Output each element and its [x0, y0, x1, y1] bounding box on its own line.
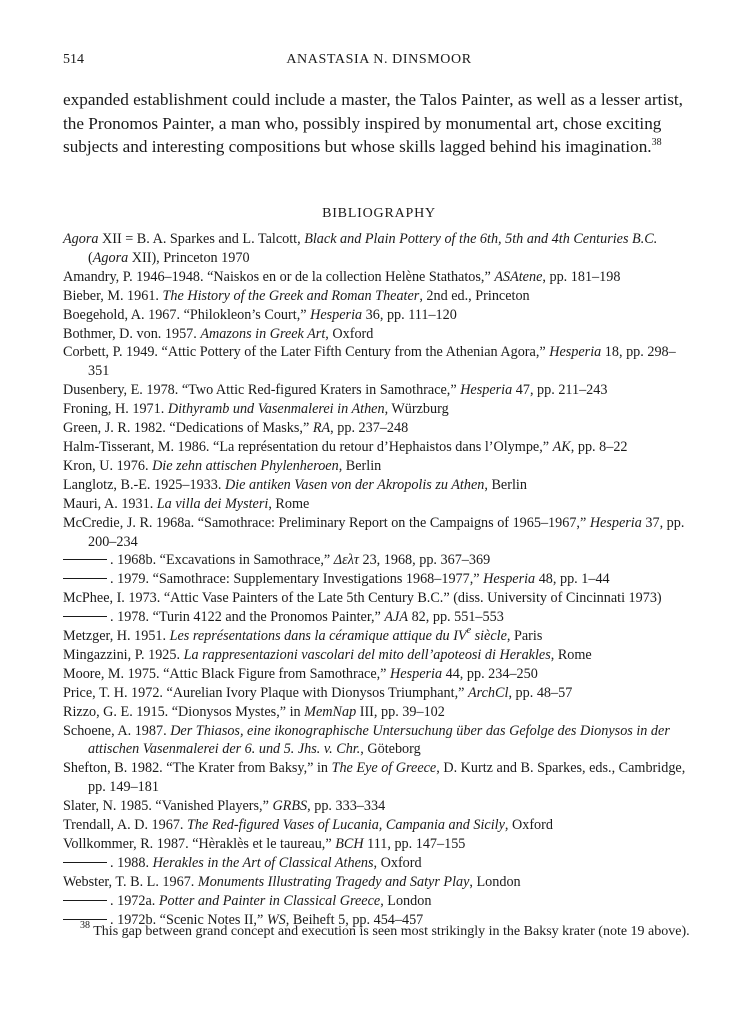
bibliography-entry — [63, 627, 695, 646]
entry-title-text: Agora — [63, 231, 99, 247]
bibliography-entry — [63, 476, 695, 495]
entry-text: Shefton, B. 1982. “The Krater from Baksy,” in — [63, 760, 332, 777]
entry-text: 44, pp. 234–250 — [442, 665, 538, 682]
entry-text: , pp. 8–22 — [570, 438, 628, 455]
body-line — [63, 135, 695, 159]
entry-title-text: Hesperia — [310, 306, 363, 323]
entry-title-text: ArchCl — [467, 684, 509, 701]
bibliography-entry — [63, 551, 695, 570]
entry-title-text: siècle — [471, 628, 507, 645]
entry-text: III, pp. 39–102 — [356, 703, 445, 720]
bibliography-entry — [63, 325, 695, 344]
entry-text: 111, pp. 147–155 — [363, 836, 466, 852]
bibliography-entry — [63, 268, 695, 287]
entry-title-text: GRBS — [272, 798, 308, 815]
entry-text: 18, pp. 298–351 — [88, 344, 676, 380]
bibliography-list — [63, 230, 695, 930]
bibliography-entry — [63, 665, 695, 684]
entry-title-text: e — [466, 625, 472, 637]
entry-text: , London — [380, 892, 432, 909]
footnote-reference[interactable]: 38 — [651, 137, 662, 148]
entry-title-text: Black and Plain Pottery of the 6th, 5th and 4th Centuries B.C. — [304, 231, 658, 247]
entry-text: . 1988. — [110, 854, 153, 871]
entry-text: McPhee, I. 1973. “Attic Vase Painters of the Late 5th Century B.C.” (diss. University of Cincinnati 1973) — [63, 590, 662, 607]
entry-title-text: Potter and Painter in Classical Greece — [158, 892, 381, 909]
bibliography-entry — [63, 835, 695, 854]
entry-title-text: WS — [266, 911, 286, 928]
entry-text: . 1978. “Turin 4122 and the Pronomos Painter,” — [110, 609, 385, 626]
entry-title-text: The History of the Greek and Roman Theater — [162, 287, 420, 304]
entry-title-text: BCH — [335, 836, 364, 852]
entry-text: Amandry, P. 1946–1948. “Naiskos en or de la collection Helène Stathatos,” — [63, 268, 495, 285]
entry-text: , pp. 48–57 — [508, 684, 573, 701]
entry-title-text: ASAtene — [494, 268, 543, 285]
body-line-text: subjects and interesting compositions but whose skills lagged behind his imagination. — [63, 137, 652, 156]
body-paragraph — [63, 88, 695, 159]
entry-text: 48, pp. 1–44 — [535, 571, 610, 588]
ditto-dash — [63, 862, 107, 863]
entry-text: , Paris — [506, 628, 543, 645]
bibliography-entry — [63, 457, 695, 476]
entry-text: Froning, H. 1971. — [63, 401, 168, 418]
entry-text: Mauri, A. 1931. — [63, 495, 157, 512]
entry-title-text: The Red-figured Vases of Lucania, Campania and Sicily — [187, 817, 505, 834]
entry-text: , Oxford — [373, 854, 422, 871]
entry-title-text: The Eye of Greece — [331, 760, 437, 777]
entry-text: , Rome — [268, 495, 310, 512]
bibliography-entry — [63, 816, 695, 835]
entry-title-text: La villa dei Mysteri — [156, 495, 269, 512]
entry-title-text: Der Thiasos, eine ikonographische Untersuchung über das Gefolge des Dionysos in der attischen Vasenmalerei der 6. und 5. Jhs. v. Chr. — [88, 722, 670, 758]
entry-text: Moore, M. 1975. “Attic Black Figure from Samothrace,” — [63, 665, 391, 682]
entry-title-text: Amazons in Greek Art — [200, 325, 326, 342]
entry-text: , Oxford — [325, 325, 374, 342]
entry-text: ( — [88, 249, 93, 266]
entry-text: Vollkommer, R. 1987. “Hèraklès et le taureau,” — [63, 836, 336, 852]
entry-text: , Würzburg — [384, 401, 449, 418]
bibliography-entry — [63, 589, 695, 608]
entry-text: . 1968b. “Excavations in Samothrace,” — [110, 552, 334, 569]
entry-text: , Rome — [550, 646, 592, 663]
entry-title-text: Herakles in the Art of Classical Athens — [152, 854, 374, 871]
entry-text: Corbett, P. 1949. “Attic Pottery of the Later Fifth Century from the Athenian Agora,” — [63, 344, 550, 361]
entry-text: 37, pp. 200–234 — [88, 514, 685, 550]
bibliography-entry — [63, 343, 695, 381]
entry-text: , Berlin — [484, 476, 527, 493]
bibliography-entry — [63, 495, 695, 514]
page-number: 514 — [63, 52, 84, 67]
entry-title-text: MemNap — [304, 703, 357, 720]
bibliography-entry — [63, 438, 695, 457]
entry-text: Mingazzini, P. 1925. — [63, 646, 184, 663]
bibliography-entry — [63, 381, 695, 400]
entry-text: Schoene, A. 1987. — [63, 722, 171, 739]
entry-text: , pp. 181–198 — [542, 268, 621, 285]
bibliography-entry — [63, 287, 695, 306]
entry-title-text: Hesperia — [483, 571, 536, 588]
page-header — [63, 52, 695, 72]
entry-text: Green, J. R. 1982. “Dedications of Masks,” — [63, 420, 313, 437]
bibliography-entry — [63, 703, 695, 722]
ditto-dash — [63, 559, 107, 560]
entry-text: Bieber, M. 1961. — [63, 287, 163, 304]
bibliography-entry — [63, 759, 695, 797]
entry-text: 23, 1968, pp. 367–369 — [358, 552, 491, 569]
entry-title-text: Hesperia — [460, 382, 513, 399]
bibliography-entry — [63, 684, 695, 703]
bibliography-entry — [63, 797, 695, 816]
entry-text: Kron, U. 1976. — [63, 457, 153, 474]
bibliography-entry — [63, 608, 695, 627]
entry-text: , Berlin — [338, 457, 382, 474]
entry-text: McCredie, J. R. 1968a. “Samothrace: Preliminary Report on the Campaigns of 1965–1967,” — [63, 514, 590, 531]
entry-title-text: Monuments Illustrating Tragedy and Satyr Play — [197, 873, 470, 890]
body-line: expanded establishment could include a master, the Talos Painter, as well as a lesser artist, — [63, 90, 683, 109]
entry-title-text: Hesperia — [390, 665, 443, 682]
entry-text: XII), Princeton 1970 — [128, 249, 250, 266]
bibliography-entry — [63, 646, 695, 665]
entry-text: Trendall, A. D. 1967. — [63, 817, 188, 834]
bibliography-entry — [63, 230, 695, 268]
footnote — [80, 920, 700, 940]
entry-text: , pp. 333–334 — [307, 798, 386, 815]
bibliography-entry — [63, 306, 695, 325]
body-line: the Pronomos Painter, a man who, possibly inspired by monumental art, chose exciting — [63, 113, 662, 133]
entry-title-text: Agora — [92, 249, 129, 266]
entry-text: Rizzo, G. E. 1915. “Dionysos Mystes,” in — [63, 703, 305, 720]
entry-text: Price, T. H. 1972. “Aurelian Ivory Plaque with Dionysos Triumphant,” — [63, 684, 468, 701]
entry-text: Dusenbery, E. 1978. “Two Attic Red-figured Kraters in Samothrace,” — [63, 382, 461, 399]
bibliography-heading: BIBLIOGRAPHY — [322, 206, 436, 221]
entry-title-text: Δελτ — [333, 552, 359, 569]
entry-text: . 1972b. “Scenic Notes II,” — [110, 911, 267, 928]
entry-text: . 1979. “Samothrace: Supplementary Investigations 1968–1977,” — [110, 571, 484, 588]
entry-text: Metzger, H. 1951. — [63, 628, 170, 645]
ditto-dash — [63, 900, 107, 901]
entry-text: , Oxford — [504, 817, 553, 834]
entry-text: , Göteborg — [360, 741, 421, 758]
entry-text: 47, pp. 211–243 — [512, 382, 608, 399]
entry-text: 36, pp. 111–120 — [362, 306, 457, 323]
entry-title-text: AK — [552, 438, 571, 455]
entry-text: , 2nd ed., Princeton — [419, 287, 530, 304]
ditto-dash — [63, 616, 107, 617]
bibliography-entry — [63, 419, 695, 438]
bibliography-entry — [63, 400, 695, 419]
entry-title-text: Les représentations dans la céramique attique du IV — [169, 628, 467, 645]
entry-text: Bothmer, D. von. 1957. — [63, 325, 201, 342]
entry-text: , London — [469, 873, 521, 890]
entry-text: , pp. 237–248 — [330, 420, 409, 437]
entry-title-text: Dithyramb und Vasenmalerei in Athen — [167, 401, 385, 418]
footnote-text: This gap between grand concept and execution is seen most strikingly in the Baksy krater (note 19 above). — [90, 924, 690, 939]
entry-title-text: Die antiken Vasen von der Akropolis zu Athen — [224, 476, 485, 493]
entry-text: Webster, T. B. L. 1967. — [63, 873, 198, 890]
entry-title-text: Die zehn attischen Phylenheroen — [152, 457, 339, 474]
ditto-dash — [63, 578, 107, 579]
entry-text: XII = B. A. Sparkes and L. Talcott, — [98, 231, 305, 247]
bibliography-entry — [63, 570, 695, 589]
entry-text: Slater, N. 1985. “Vanished Players,” — [63, 798, 273, 815]
entry-text: 82, pp. 551–553 — [408, 609, 504, 626]
entry-text: , Beiheft 5, pp. 454–457 — [285, 911, 424, 928]
entry-text: Halm-Tisserant, M. 1986. “La représentation du retour d’Hephaistos dans l’Olympe,” — [63, 438, 553, 455]
entry-title-text: Hesperia — [589, 514, 642, 531]
running-head: ANASTASIA N. DINSMOOR — [286, 52, 472, 67]
entry-title-text: Hesperia — [549, 344, 602, 361]
entry-text: Boegehold, A. 1967. “Philokleon’s Court,” — [63, 306, 311, 323]
bibliography-entry — [63, 514, 695, 552]
footnote-number: 38 — [80, 920, 90, 931]
bibliography-entry — [63, 892, 695, 911]
bibliography-entry — [63, 722, 695, 760]
entry-title-text: AJA — [384, 609, 409, 626]
bibliography-entry — [63, 873, 695, 892]
entry-text: . 1972a. — [110, 892, 159, 909]
entry-title-text: RA — [312, 420, 331, 437]
entry-text: , D. Kurtz and B. Sparkes, eds., Cambridge, pp. 149–181 — [88, 760, 686, 796]
entry-text: Langlotz, B.-E. 1925–1933. — [63, 476, 225, 493]
bibliography-entry — [63, 854, 695, 873]
entry-title-text: La rappresentazioni vascolari del mito dell’apoteosi di Herakles — [183, 646, 551, 663]
